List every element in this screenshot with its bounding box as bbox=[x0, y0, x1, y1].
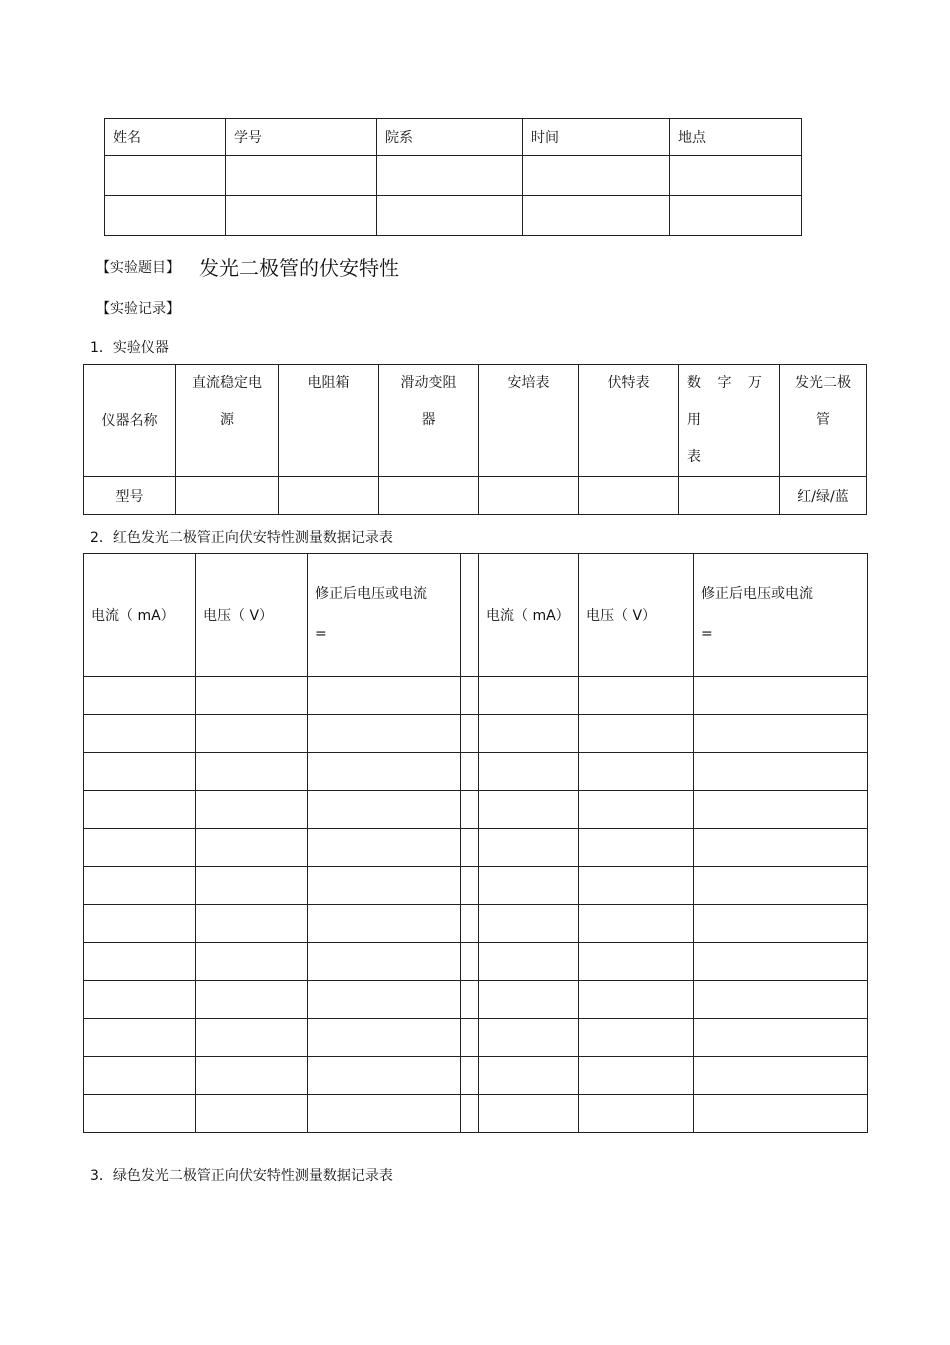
instrument-ammeter bbox=[479, 365, 579, 477]
data-cell[interactable] bbox=[308, 715, 461, 753]
model-cell[interactable] bbox=[176, 477, 279, 515]
instrument-name-line2: 源 bbox=[220, 412, 234, 428]
instrument-name-line1: 伏特表 bbox=[607, 375, 650, 391]
instrument-model-label: 型号 bbox=[84, 477, 176, 515]
info-cell[interactable] bbox=[670, 196, 802, 236]
corrected-line2: = bbox=[315, 626, 327, 642]
data-cell[interactable] bbox=[694, 867, 868, 905]
data-cell[interactable] bbox=[196, 1019, 308, 1057]
data-cell[interactable] bbox=[694, 715, 868, 753]
data-cell[interactable] bbox=[579, 943, 694, 981]
table-row bbox=[84, 1019, 868, 1057]
info-cell[interactable] bbox=[105, 156, 226, 196]
data-body bbox=[84, 677, 868, 1133]
data-cell[interactable] bbox=[308, 677, 461, 715]
model-cell[interactable] bbox=[679, 477, 780, 515]
data-cell[interactable] bbox=[308, 943, 461, 981]
data-cell[interactable] bbox=[196, 791, 308, 829]
separator-cell bbox=[461, 981, 479, 1019]
info-header-location: 地点 bbox=[670, 119, 802, 156]
data-cell[interactable] bbox=[579, 753, 694, 791]
data-cell[interactable] bbox=[84, 715, 196, 753]
data-cell[interactable] bbox=[579, 1019, 694, 1057]
data-cell[interactable] bbox=[579, 981, 694, 1019]
separator-cell bbox=[461, 1019, 479, 1057]
separator-cell bbox=[461, 753, 479, 791]
data-cell[interactable] bbox=[479, 1095, 579, 1133]
data-cell[interactable] bbox=[694, 1095, 868, 1133]
data-cell[interactable] bbox=[196, 867, 308, 905]
info-row bbox=[105, 156, 802, 196]
data-cell[interactable] bbox=[196, 943, 308, 981]
table-row bbox=[84, 943, 868, 981]
data-cell[interactable] bbox=[694, 791, 868, 829]
instrument-name-line1: 滑动变阻 bbox=[400, 375, 457, 391]
data-cell[interactable] bbox=[84, 1019, 196, 1057]
data-cell[interactable] bbox=[308, 753, 461, 791]
model-cell[interactable] bbox=[279, 477, 379, 515]
separator-cell bbox=[461, 791, 479, 829]
separator-cell bbox=[461, 943, 479, 981]
instrument-name-line2: 器 bbox=[421, 412, 436, 428]
data-cell[interactable] bbox=[308, 1057, 461, 1095]
instrument-resistance-box bbox=[279, 365, 379, 477]
corrected-line2: = bbox=[701, 626, 713, 642]
data-cell[interactable] bbox=[84, 981, 196, 1019]
data-cell[interactable] bbox=[694, 981, 868, 1019]
info-header-student-id: 学号 bbox=[226, 119, 377, 156]
data-cell[interactable] bbox=[196, 753, 308, 791]
instrument-name-line1: 发光二极 bbox=[795, 375, 851, 391]
model-cell[interactable] bbox=[579, 477, 679, 515]
experiment-record-label: 【实验记录】 bbox=[96, 301, 180, 317]
separator-cell bbox=[461, 554, 479, 677]
section-1-heading: 1．实验仪器 bbox=[90, 340, 169, 356]
data-cell[interactable] bbox=[196, 1057, 308, 1095]
data-cell[interactable] bbox=[308, 905, 461, 943]
table-row bbox=[84, 791, 868, 829]
data-cell[interactable] bbox=[308, 791, 461, 829]
table-row bbox=[84, 981, 868, 1019]
corrected-line1: 修正后电压或电流 bbox=[315, 586, 427, 602]
info-cell[interactable] bbox=[377, 156, 523, 196]
info-header-name: 姓名 bbox=[105, 119, 226, 156]
data-cell[interactable] bbox=[579, 905, 694, 943]
table-row bbox=[84, 829, 868, 867]
info-cell[interactable] bbox=[105, 196, 226, 236]
data-cell[interactable] bbox=[479, 1019, 579, 1057]
data-cell[interactable] bbox=[579, 791, 694, 829]
data-cell[interactable] bbox=[479, 1057, 579, 1095]
data-cell[interactable] bbox=[196, 1095, 308, 1133]
table-row bbox=[84, 753, 868, 791]
data-cell[interactable] bbox=[579, 715, 694, 753]
experiment-title-label: 【实验题目】 bbox=[96, 260, 180, 276]
data-cell[interactable] bbox=[694, 1057, 868, 1095]
header-current-left: 电流（ mA） bbox=[84, 554, 196, 677]
separator-cell bbox=[461, 1095, 479, 1133]
header-voltage-left: 电压（ V） bbox=[196, 554, 308, 677]
data-cell[interactable] bbox=[479, 981, 579, 1019]
info-cell[interactable] bbox=[226, 156, 377, 196]
header-corrected-right bbox=[694, 554, 868, 677]
data-cell[interactable] bbox=[84, 829, 196, 867]
experiment-title: 发光二极管的伏安特性 bbox=[199, 256, 399, 280]
table-row bbox=[84, 715, 868, 753]
info-cell[interactable] bbox=[523, 156, 670, 196]
data-cell[interactable] bbox=[308, 981, 461, 1019]
data-cell[interactable] bbox=[694, 829, 868, 867]
instrument-name-label: 仪器名称 bbox=[84, 365, 176, 477]
instrument-name-line1: 安培表 bbox=[507, 375, 550, 391]
instruments-table bbox=[83, 364, 867, 515]
info-row bbox=[105, 196, 802, 236]
data-cell[interactable] bbox=[196, 829, 308, 867]
data-cell[interactable] bbox=[479, 715, 579, 753]
instrument-multimeter bbox=[679, 365, 780, 477]
section-2-heading: 2．红色发光二极管正向伏安特性测量数据记录表 bbox=[90, 530, 393, 546]
data-cell[interactable] bbox=[84, 1057, 196, 1095]
table-row bbox=[84, 867, 868, 905]
header-voltage-right: 电压（ V） bbox=[579, 554, 694, 677]
data-cell[interactable] bbox=[84, 905, 196, 943]
table-row bbox=[84, 677, 868, 715]
info-cell[interactable] bbox=[523, 196, 670, 236]
data-cell[interactable] bbox=[694, 943, 868, 981]
data-cell[interactable] bbox=[579, 867, 694, 905]
instrument-rheostat bbox=[379, 365, 479, 477]
data-cell[interactable] bbox=[84, 943, 196, 981]
header-corrected-left bbox=[308, 554, 461, 677]
table-row bbox=[84, 1057, 868, 1095]
instrument-dc-power bbox=[176, 365, 279, 477]
info-header-department: 院系 bbox=[377, 119, 523, 156]
data-cell[interactable] bbox=[579, 1095, 694, 1133]
data-cell[interactable] bbox=[196, 905, 308, 943]
data-cell[interactable] bbox=[84, 1095, 196, 1133]
data-cell[interactable] bbox=[308, 867, 461, 905]
data-cell[interactable] bbox=[84, 791, 196, 829]
instrument-name-line1: 电阻箱 bbox=[307, 375, 350, 391]
header-current-right: 电流（ mA） bbox=[479, 554, 579, 677]
info-header-row bbox=[105, 119, 802, 156]
data-cell[interactable] bbox=[479, 791, 579, 829]
separator-cell bbox=[461, 829, 479, 867]
instrument-led bbox=[780, 365, 867, 477]
data-cell[interactable] bbox=[694, 905, 868, 943]
data-cell[interactable] bbox=[479, 677, 579, 715]
instrument-name-line1: 数 字 万 用 bbox=[687, 375, 768, 428]
separator-cell bbox=[461, 867, 479, 905]
instrument-name-row bbox=[84, 365, 867, 477]
model-cell[interactable] bbox=[479, 477, 579, 515]
student-info-table bbox=[104, 118, 802, 236]
data-cell[interactable] bbox=[308, 1095, 461, 1133]
data-cell[interactable] bbox=[308, 829, 461, 867]
data-cell[interactable] bbox=[479, 905, 579, 943]
instrument-voltmeter bbox=[579, 365, 679, 477]
data-cell[interactable] bbox=[196, 677, 308, 715]
data-cell[interactable] bbox=[579, 829, 694, 867]
data-cell[interactable] bbox=[84, 867, 196, 905]
data-cell[interactable] bbox=[694, 1019, 868, 1057]
table-row bbox=[84, 905, 868, 943]
red-led-data-table bbox=[83, 553, 868, 1133]
data-cell[interactable] bbox=[308, 1019, 461, 1057]
table-row bbox=[84, 1095, 868, 1133]
separator-cell bbox=[461, 905, 479, 943]
instrument-name-line2: 管 bbox=[816, 412, 830, 428]
separator-cell bbox=[461, 1057, 479, 1095]
section-3-heading: 3．绿色发光二极管正向伏安特性测量数据记录表 bbox=[90, 1168, 393, 1184]
data-cell[interactable] bbox=[479, 753, 579, 791]
data-cell[interactable] bbox=[479, 829, 579, 867]
separator-cell bbox=[461, 677, 479, 715]
info-cell[interactable] bbox=[226, 196, 377, 236]
info-header-time: 时间 bbox=[523, 119, 670, 156]
led-model-cell: 红/绿/蓝 bbox=[780, 477, 867, 515]
data-cell[interactable] bbox=[579, 677, 694, 715]
data-cell[interactable] bbox=[694, 753, 868, 791]
data-header-row bbox=[84, 554, 868, 677]
data-cell[interactable] bbox=[479, 867, 579, 905]
info-cell[interactable] bbox=[670, 156, 802, 196]
instrument-name-line1: 直流稳定电 bbox=[192, 375, 262, 391]
separator-cell bbox=[461, 715, 479, 753]
model-cell[interactable] bbox=[379, 477, 479, 515]
data-cell[interactable] bbox=[196, 981, 308, 1019]
instrument-model-row bbox=[84, 477, 867, 515]
info-cell[interactable] bbox=[377, 196, 523, 236]
instrument-name-line2: 表 bbox=[687, 449, 707, 465]
corrected-line1: 修正后电压或电流 bbox=[701, 586, 813, 602]
data-cell[interactable] bbox=[84, 753, 196, 791]
data-cell[interactable] bbox=[694, 677, 868, 715]
data-cell[interactable] bbox=[196, 715, 308, 753]
data-cell[interactable] bbox=[579, 1057, 694, 1095]
data-cell[interactable] bbox=[479, 943, 579, 981]
data-cell[interactable] bbox=[84, 677, 196, 715]
